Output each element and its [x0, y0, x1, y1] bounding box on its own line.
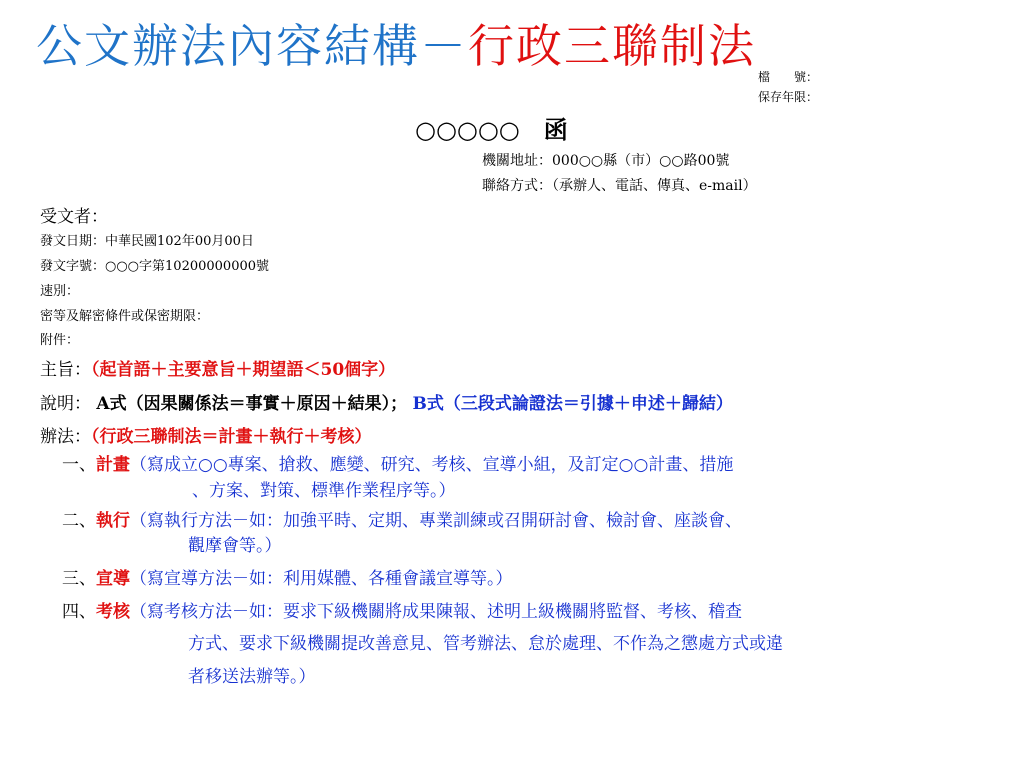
list-item: [62, 508, 742, 534]
delivery-speed: 速別：: [40, 284, 80, 299]
explanation-separator: ；: [390, 394, 408, 414]
subject-content: （起首語＋主要意旨＋期望語＜50個字）: [91, 360, 396, 380]
item-text: （寫成立○○專案、搶救、應變、研究、考核、宣導小組，及訂定○○計畫、措施: [130, 455, 734, 475]
org-address: 機關地址：000○○縣（市）○○路00號: [482, 153, 730, 169]
subject-row: [40, 357, 395, 383]
item-text: （寫考核方法－如：要求下級機關將成果陳報、述明上級機關將監督、考核、稽查: [130, 602, 742, 622]
method-content: （行政三聯制法＝計畫＋執行＋考核）: [91, 427, 372, 447]
method-label: 辦法：: [40, 427, 91, 447]
item-number: 四、: [62, 602, 96, 622]
list-item: [62, 566, 513, 592]
item-continuation: 者移送法辦等。）: [188, 667, 316, 687]
item-continuation: 觀摩會等。）: [188, 536, 282, 556]
retention-label: 保存年限：: [758, 90, 819, 104]
explanation-row: [40, 391, 733, 417]
item-number: 二、: [62, 511, 96, 531]
item-text: （寫執行方法－如：加強平時、定期、專業訓練或召開研討會、檢討會、座談會、: [130, 511, 742, 531]
item-key: 計畫: [96, 455, 130, 475]
item-continuation: 方式、要求下級機關提改善意見、管考辦法、怠於處理、不作為之懲處方式或違: [188, 634, 783, 654]
secrecy-level: 密等及解密條件或保密期限：: [40, 309, 210, 324]
explanation-label: 說明：: [40, 394, 91, 414]
explanation-b: B式（三段式論證法＝引據＋申述＋歸結）: [412, 394, 733, 414]
list-item: [62, 599, 742, 625]
issue-date: 發文日期：中華民國102年00月00日: [40, 234, 254, 249]
title-part-1: 公文辦法內容結構－: [36, 19, 468, 73]
document-number: 發文字號：○○○字第10200000000號: [40, 259, 270, 274]
explanation-a: A式（因果關係法＝事實＋原因＋結果）: [96, 394, 391, 414]
item-key: 考核: [96, 602, 130, 622]
attachments: 附件：: [40, 333, 80, 348]
item-key: 宣導: [96, 569, 130, 589]
recipient-label: 受文者：: [40, 207, 108, 227]
org-name: ○○○○○ 函: [415, 115, 568, 144]
item-text: （寫宣導方法－如：利用媒體、各種會議宣導等。）: [130, 569, 513, 589]
item-key: 執行: [96, 511, 130, 531]
item-continuation: 、方案、對策、標準作業程序等。）: [192, 481, 456, 501]
file-number-label: 檔 號：: [758, 70, 819, 84]
subject-label: 主旨：: [40, 360, 91, 380]
list-item: [62, 452, 733, 478]
title-part-2: 行政三聯制法: [468, 19, 756, 73]
contact-info: 聯絡方式：（承辦人、電話、傳真、e-mail）: [482, 178, 757, 194]
page-title: [36, 14, 756, 78]
item-number: 三、: [62, 569, 96, 589]
item-number: 一、: [62, 455, 96, 475]
method-row: [40, 424, 372, 450]
